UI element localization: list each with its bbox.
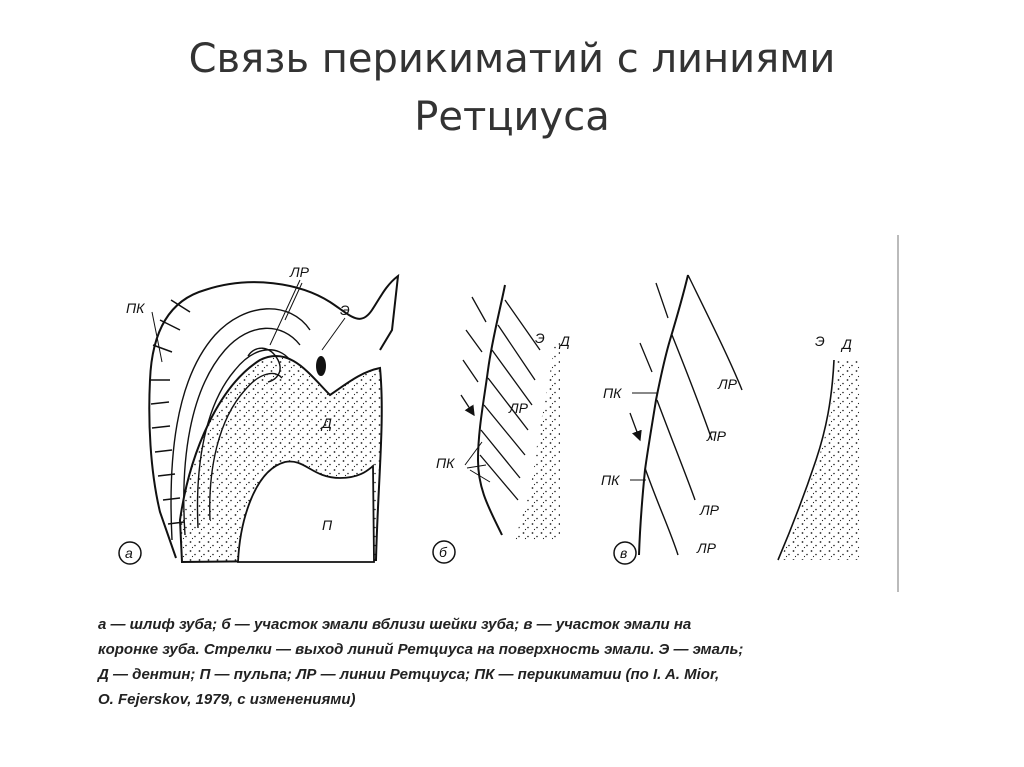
figure-caption xyxy=(98,612,898,712)
label-pk-b: ПК xyxy=(436,455,455,471)
slide-title-line-1: Связь перикиматий с линиями xyxy=(188,36,836,82)
enamel-surface-v xyxy=(639,275,688,555)
enamel-surface-b xyxy=(478,285,505,535)
label-d-b: Д xyxy=(560,333,570,349)
slide-title-line-2: Ретциуса xyxy=(414,94,610,140)
panel-v xyxy=(601,235,898,592)
caption-line-4: O. Fejerskov, 1979, с изменениями) xyxy=(98,691,356,708)
dentin-v xyxy=(780,360,860,560)
panel-b xyxy=(433,285,570,563)
label-lr-v2: ЛР xyxy=(707,428,726,444)
caption-line-2: коронке зуба. Стрелки — выход линий Ретциуса на поверхность эмали. Э — эмаль; xyxy=(98,641,744,658)
label-lr-v4: ЛР xyxy=(697,540,716,556)
label-lr-b: ЛР xyxy=(509,400,528,416)
arrows-b xyxy=(461,297,486,415)
label-e-a: Э xyxy=(340,302,350,318)
marker-b: б xyxy=(439,544,447,560)
label-e-v: Э xyxy=(815,333,825,349)
label-pk-a: ПК xyxy=(126,300,145,316)
caption-line-1: а — шлиф зуба; б — участок эмали вблизи шейки зуба; в — участок эмали на xyxy=(98,616,692,633)
leader-lines-v xyxy=(630,393,657,480)
leader-lines-a xyxy=(152,280,345,362)
caption-line-3: Д — дентин; П — пульпа; ЛР — линии Ретциуса; ПК — перикиматии (по I. A. Mior, xyxy=(98,666,720,683)
label-pk-v2: ПК xyxy=(601,472,620,488)
label-lr-v3: ЛР xyxy=(700,502,719,518)
arrows-v xyxy=(630,283,668,440)
dentin-b xyxy=(515,340,560,540)
label-e-b: Э xyxy=(535,330,545,346)
enamel-tuft-a xyxy=(316,356,326,376)
marker-v: в xyxy=(620,545,628,561)
panel-a xyxy=(119,264,398,564)
marker-a: а xyxy=(125,545,133,561)
label-lr-a: ЛР xyxy=(290,264,309,280)
label-d-a: Д xyxy=(322,415,332,431)
retzius-lines-v xyxy=(645,275,742,555)
label-d-v: Д xyxy=(842,336,852,352)
label-lr-v1: ЛР xyxy=(718,376,737,392)
label-p-a: П xyxy=(322,517,333,533)
label-pk-v1: ПК xyxy=(603,385,622,401)
